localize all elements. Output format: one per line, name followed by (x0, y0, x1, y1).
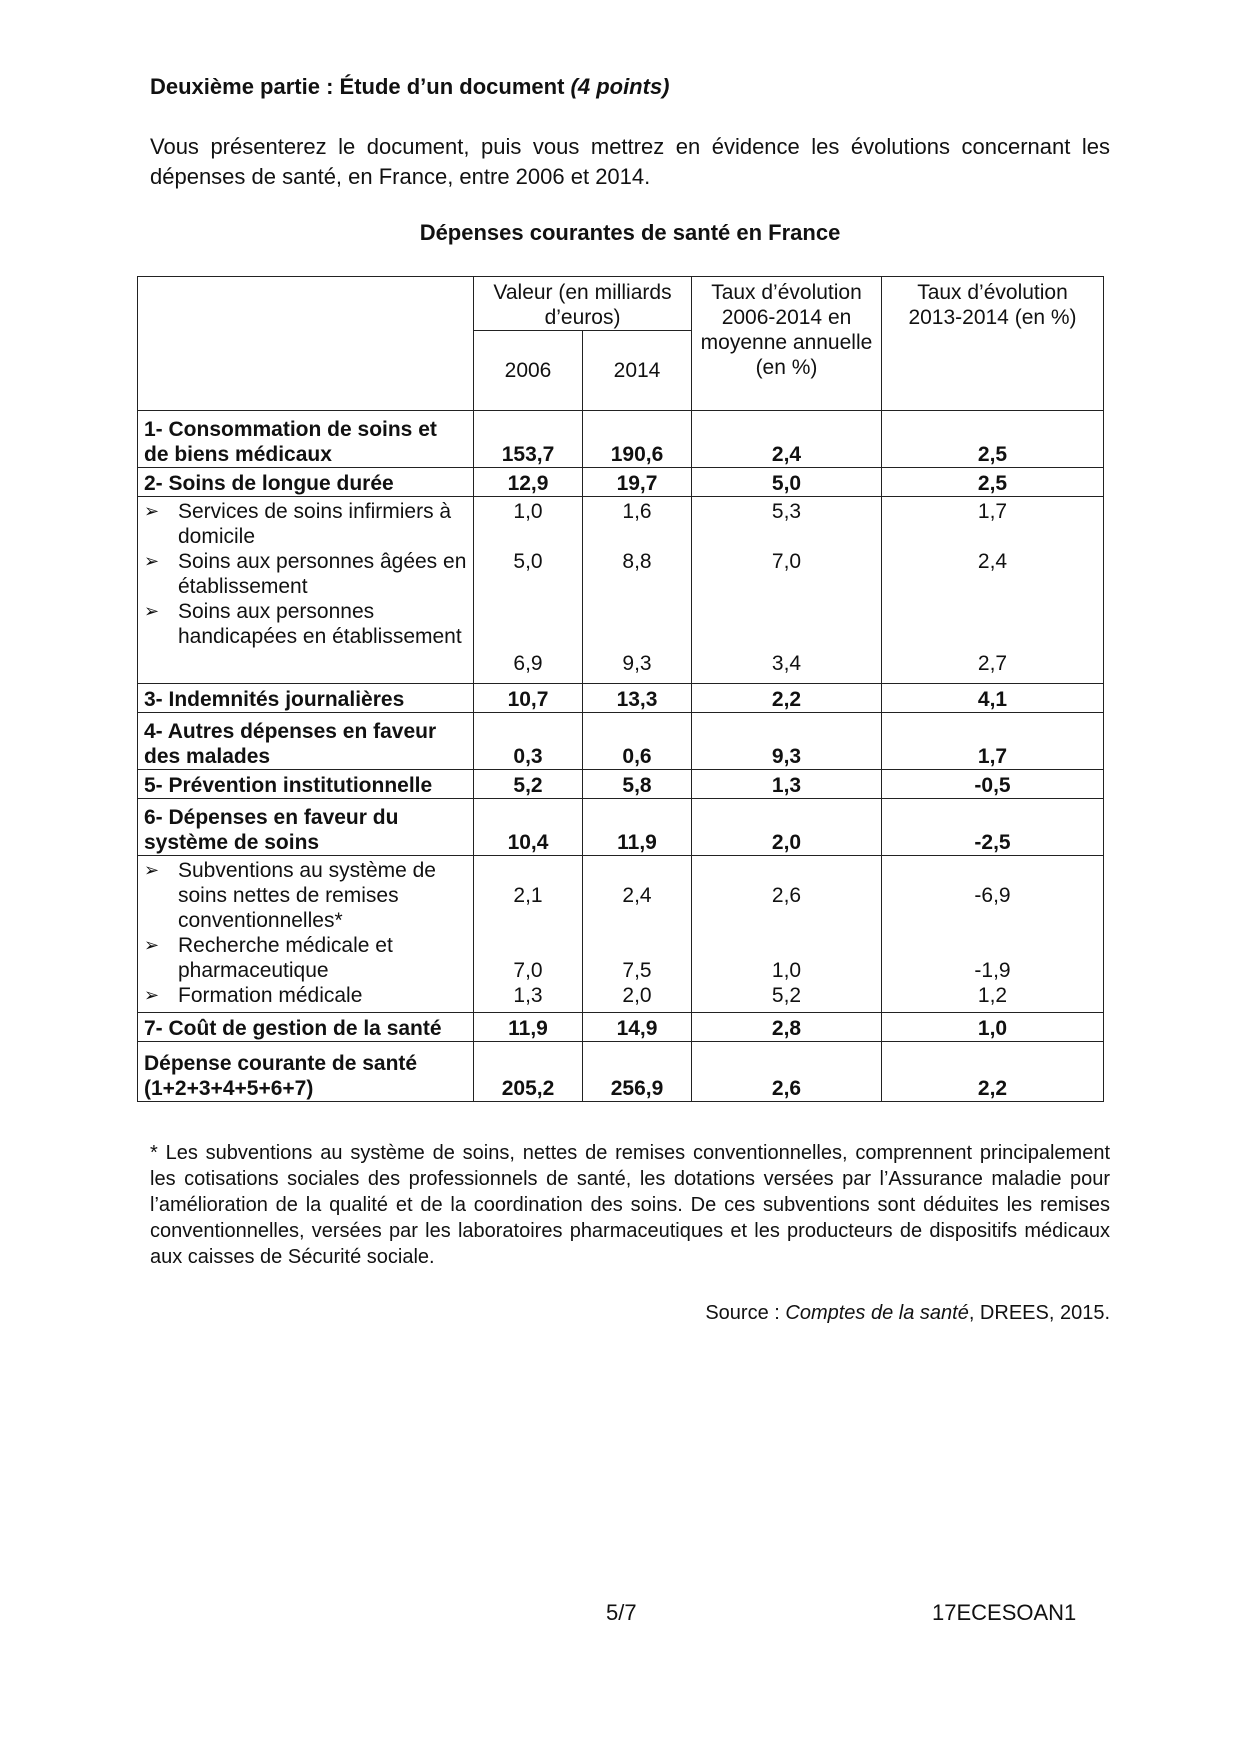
value-2014: 19,7 (583, 468, 692, 497)
subrow-labels (138, 497, 474, 684)
value-2006: 1,0 (513, 500, 543, 523)
page-number: 5/7 (606, 1600, 637, 1625)
header-year-2006: 2006 (474, 331, 583, 411)
footnote: * Les subventions au système de soins, nettes de remises conventionnelles, comprennent principalement les cotisations sociales des professionnels de santé, les dotations versées par l’Assurance maladie pour l’amélioration de la qualité et de la coordination des soins. De ces subventions sont déduites les remises conventionnelles, versées par les laboratoires pharmaceutiques et les producteurs de dispositifs médicaux aux caisses de Sécurité sociale. (150, 1142, 1110, 1268)
subrow-labels (138, 856, 474, 1013)
rate-2013-2014: -1,9 (974, 959, 1011, 982)
arrow-bullet-icon: ➢ (144, 501, 160, 521)
rate-2013-2014: -6,9 (974, 884, 1011, 907)
row-label: 5- Prévention institutionnelle (138, 770, 474, 799)
rate-2013-2014: 1,2 (977, 984, 1008, 1007)
subrow-label: Soins aux personnes âgées en établissement (178, 550, 467, 598)
arrow-bullet-icon: ➢ (144, 860, 160, 880)
value-2006: 1,3 (513, 984, 543, 1007)
table-row (138, 799, 1104, 856)
table-row (138, 468, 1104, 497)
table-header-row (138, 277, 1104, 331)
value-2014: 1,6 (622, 500, 652, 523)
table-subrow-group (138, 497, 1104, 684)
subrow-rates-annual (692, 497, 882, 684)
section-title: Deuxième partie : Étude d’un document (150, 74, 565, 99)
subrow-values-2014 (583, 856, 692, 1013)
intro-paragraph: Vous présenterez le document, puis vous mettrez en évidence les évolutions concernant les dépenses de santé, en France, entre 2006 et 2014. (150, 134, 1110, 189)
value-2014: 7,5 (622, 959, 652, 982)
rate-2013-2014: -2,5 (882, 799, 1104, 856)
value-2014: 11,9 (583, 799, 692, 856)
document-code: 17ECESOAN1 (932, 1600, 1077, 1625)
row-label: 3- Indemnités journalières (138, 684, 474, 713)
source-suffix: , DREES, 2015. (968, 1302, 1110, 1324)
row-label: 6- Dépenses en faveur du système de soins (138, 799, 474, 856)
rate-annual: 5,3 (771, 500, 802, 523)
source-prefix: Source : (705, 1302, 780, 1324)
value-2014: 5,8 (583, 770, 692, 799)
value-2014: 2,4 (622, 884, 652, 907)
section-points: (4 points) (570, 74, 670, 99)
rate-2013-2014: 2,5 (882, 411, 1104, 468)
source-line (705, 1302, 1110, 1325)
rate-annual: 7,0 (771, 550, 802, 573)
row-label: 4- Autres dépenses en faveur des malades (138, 713, 474, 770)
table-row (138, 1013, 1104, 1042)
source-work: Comptes de la santé (785, 1302, 969, 1324)
value-2006: 11,9 (474, 1013, 583, 1042)
value-2014: 190,6 (583, 411, 692, 468)
value-2006: 153,7 (474, 411, 583, 468)
list-item (144, 983, 467, 1008)
subrow-label: Soins aux personnes handicapées en établissement (178, 600, 462, 648)
value-2014: 2,0 (622, 984, 652, 1007)
value-2014: 256,9 (583, 1042, 692, 1102)
subrow-values-2014 (583, 497, 692, 684)
rate-annual: 5,2 (771, 984, 802, 1007)
value-2006: 10,7 (474, 684, 583, 713)
rate-annual: 1,3 (692, 770, 882, 799)
value-2014: 14,9 (583, 1013, 692, 1042)
value-2014: 13,3 (583, 684, 692, 713)
rate-2013-2014: 1,7 (977, 500, 1008, 523)
list-item (144, 499, 467, 549)
table-row (138, 684, 1104, 713)
table-row (138, 713, 1104, 770)
rate-2013-2014: 2,4 (977, 550, 1008, 573)
table-row (138, 411, 1104, 468)
rate-2013-2014: 2,7 (977, 652, 1008, 675)
table-row (138, 770, 1104, 799)
subrow-values-2006 (474, 497, 583, 684)
table-subrow-group (138, 856, 1104, 1013)
rate-2013-2014: 2,5 (882, 468, 1104, 497)
subrow-rates-2013 (882, 497, 1104, 684)
subrow-values-2006 (474, 856, 583, 1013)
value-2014: 8,8 (622, 550, 652, 573)
arrow-bullet-icon: ➢ (144, 601, 160, 621)
header-year-2014: 2014 (583, 331, 692, 411)
row-label: Dépense courante de santé (1+2+3+4+5+6+7) (138, 1042, 474, 1102)
health-expenditure-table (137, 276, 1104, 1102)
table-title: Dépenses courantes de santé en France (419, 220, 841, 245)
value-2006: 12,9 (474, 468, 583, 497)
value-2006: 205,2 (474, 1042, 583, 1102)
rate-annual: 2,0 (692, 799, 882, 856)
header-rate-2013: Taux d’évolution 2013-2014 (en %) (882, 277, 1104, 411)
rate-annual: 5,0 (692, 468, 882, 497)
subrow-rates-2013 (882, 856, 1104, 1013)
list-item (144, 599, 467, 649)
rate-annual: 1,0 (771, 959, 802, 982)
header-value: Valeur (en milliards d’euros) (474, 277, 692, 331)
rate-annual: 2,6 (771, 884, 802, 907)
row-label: 7- Coût de gestion de la santé (138, 1013, 474, 1042)
list-item (144, 549, 467, 599)
value-2006: 0,3 (474, 713, 583, 770)
rate-2013-2014: 2,2 (882, 1042, 1104, 1102)
subrow-label: Recherche médicale et pharmaceutique (178, 934, 393, 982)
rate-annual: 2,8 (692, 1013, 882, 1042)
subrow-rates-annual (692, 856, 882, 1013)
rate-annual: 2,2 (692, 684, 882, 713)
rate-2013-2014: 4,1 (882, 684, 1104, 713)
value-2014: 0,6 (583, 713, 692, 770)
value-2006: 7,0 (513, 959, 543, 982)
rate-2013-2014: 1,7 (882, 713, 1104, 770)
value-2006: 5,0 (513, 550, 543, 573)
subrow-label: Services de soins infirmiers à domicile (178, 500, 452, 548)
value-2006: 2,1 (513, 884, 543, 907)
value-2014: 9,3 (622, 652, 652, 675)
rate-annual: 2,6 (692, 1042, 882, 1102)
value-2006: 10,4 (474, 799, 583, 856)
rate-annual: 2,4 (692, 411, 882, 468)
row-label: 1- Consommation de soins et de biens médicaux (138, 411, 474, 468)
arrow-bullet-icon: ➢ (144, 985, 160, 1005)
list-item (144, 933, 467, 983)
section-heading (150, 74, 670, 100)
subrow-label: Formation médicale (178, 984, 363, 1007)
arrow-bullet-icon: ➢ (144, 935, 160, 955)
header-empty-cell (138, 277, 474, 411)
list-item (144, 858, 467, 933)
rate-2013-2014: -0,5 (882, 770, 1104, 799)
header-rate-annual: Taux d’évolution 2006-2014 en moyenne annuelle (en %) (692, 277, 882, 411)
arrow-bullet-icon: ➢ (144, 551, 160, 571)
rate-2013-2014: 1,0 (882, 1013, 1104, 1042)
subrow-label: Subventions au système de soins nettes de remises conventionnelles* (178, 859, 436, 932)
value-2006: 6,9 (513, 652, 543, 675)
rate-annual: 3,4 (771, 652, 802, 675)
table-row-total (138, 1042, 1104, 1102)
value-2006: 5,2 (474, 770, 583, 799)
row-label: 2- Soins de longue durée (138, 468, 474, 497)
rate-annual: 9,3 (692, 713, 882, 770)
